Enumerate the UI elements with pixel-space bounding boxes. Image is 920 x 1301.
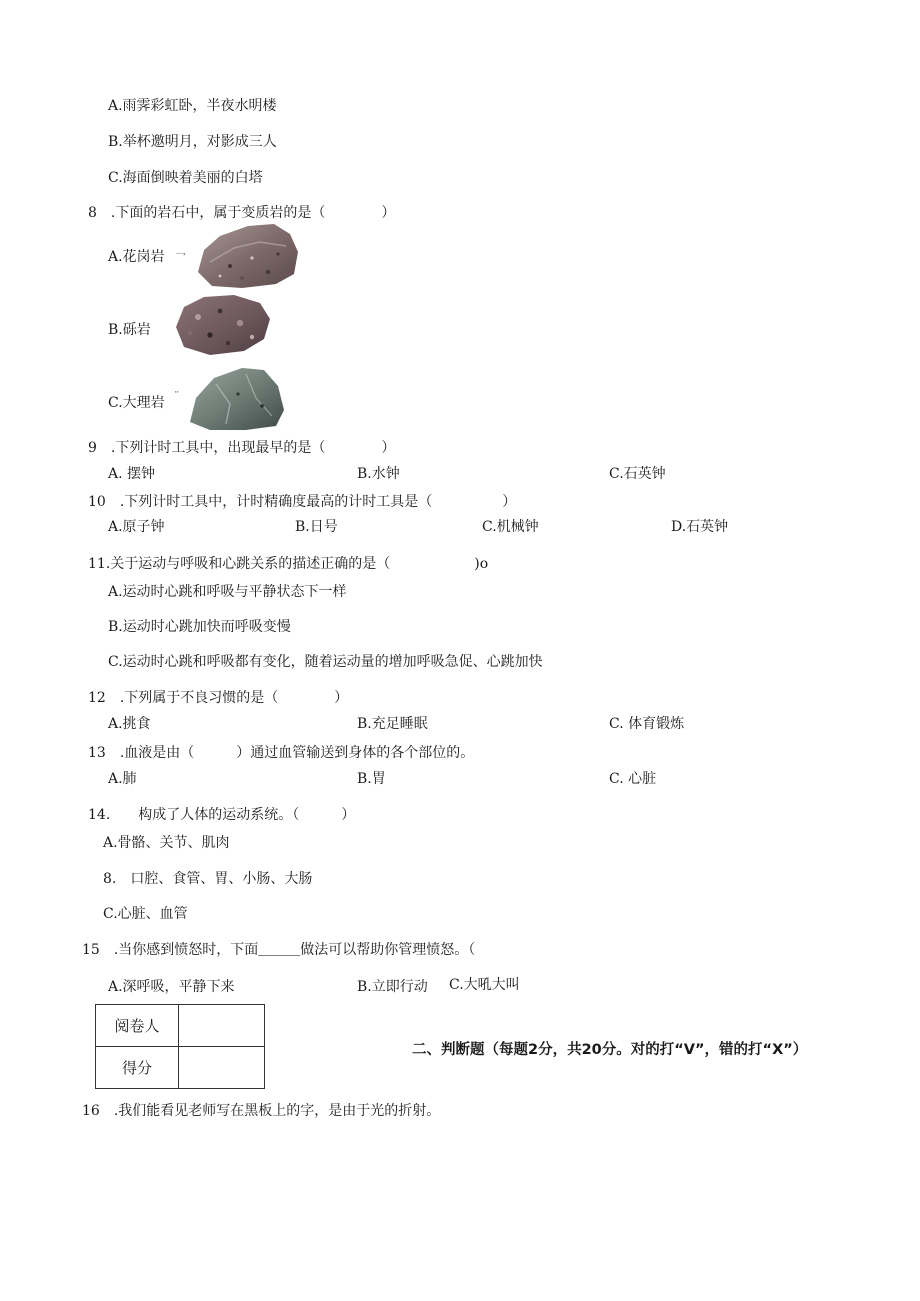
q11-option-b: B.运动时心跳加快而呼吸变慢 [108,619,291,635]
q12-option-a: A.挑食 [108,716,151,732]
q13-option-c: C. 心脏 [609,771,657,787]
q10-option-c: C.机械钟 [482,519,539,535]
q9-option-c: C.石英钟 [609,466,666,482]
q7-option-b: B.举杯邀明月，对影成三人 [108,134,277,150]
score-cell[interactable] [179,1047,265,1089]
reviewer-label: 阅卷人 [96,1005,179,1047]
q13-option-a: A.肺 [108,771,137,787]
q15-option-c: C.大吼大叫 [449,977,520,993]
q12-option-c: C. 体育锻炼 [609,716,685,732]
q9-option-b: B.水钟 [357,466,400,482]
q14-option-a: A.骨骼、关节、肌肉 [103,835,230,851]
q14-option-b: 8. 口腔、食管、胃、小肠、大肠 [103,871,313,887]
section2-title: 二、判断题（每题2分，共20分。对的打“V”，错的打“X”） [412,1042,808,1058]
q10-option-b: B.日号 [295,519,338,535]
q7-option-c: C.海面倒映着美丽的白塔 [108,170,263,186]
q8-stem: 8 .下面的岩石中，属于变质岩的是（ ） [88,205,396,221]
q9-option-a: A. 摆钟 [108,466,156,482]
score-label: 得分 [96,1047,179,1089]
q10-option-d: D.石英钟 [671,519,729,535]
score-table [95,1004,265,1089]
q13-option-b: B.胃 [357,771,386,787]
q12-stem: 12 .下列属于不良习惯的是（ ） [88,690,349,706]
q8-option-b: B.砾岩 [108,322,151,338]
q11-option-a: A.运动时心跳和呼吸与平静状态下一样 [108,584,347,600]
q16-stem: 16 .我们能看见老师写在黑板上的字，是由于光的折射。 [82,1103,441,1119]
q12-option-b: B.充足睡眠 [357,716,428,732]
q14-stem: 14. 构成了人体的运动系统。（ ） [88,807,356,823]
q10-option-a: A.原子钟 [108,519,165,535]
q14-option-c: C.心脏、血管 [103,906,188,922]
q8-option-c: C.大理岩 [108,395,165,411]
q13-stem: 13 .血液是由（ ）通过血管输送到身体的各个部位的。 [88,745,475,761]
granite-rock-photo [190,222,302,290]
q8-option-a-mark: 乛 [175,252,186,265]
q7-option-a: A.雨霁彩虹卧，半夜水明楼 [108,98,277,114]
q11-stem: 11.关于运动与呼吸和心跳关系的描述正确的是（ )o [88,556,489,572]
q15-option-a: A.深呼吸，平静下来 [108,979,235,995]
q15-stem: 15 .当你感到愤怒时，下面＿＿＿做法可以帮助你管理愤怒。（ [82,942,476,958]
q9-stem: 9 .下列计时工具中，出现最早的是（ ） [88,440,396,456]
conglomerate-rock-photo [170,293,272,357]
q8-option-a: A.花岗岩 [108,249,165,265]
q8-option-c-mark: ¨ [174,390,180,403]
q15-option-b: B.立即行动 [357,979,428,995]
q11-option-c: C.运动时心跳和呼吸都有变化，随着运动量的增加呼吸急促、心跳加快 [108,654,543,670]
reviewer-cell[interactable] [179,1005,265,1047]
marble-rock-photo [186,364,286,432]
q10-stem: 10 .下列计时工具中，计时精确度最高的计时工具是（ ） [88,494,517,510]
